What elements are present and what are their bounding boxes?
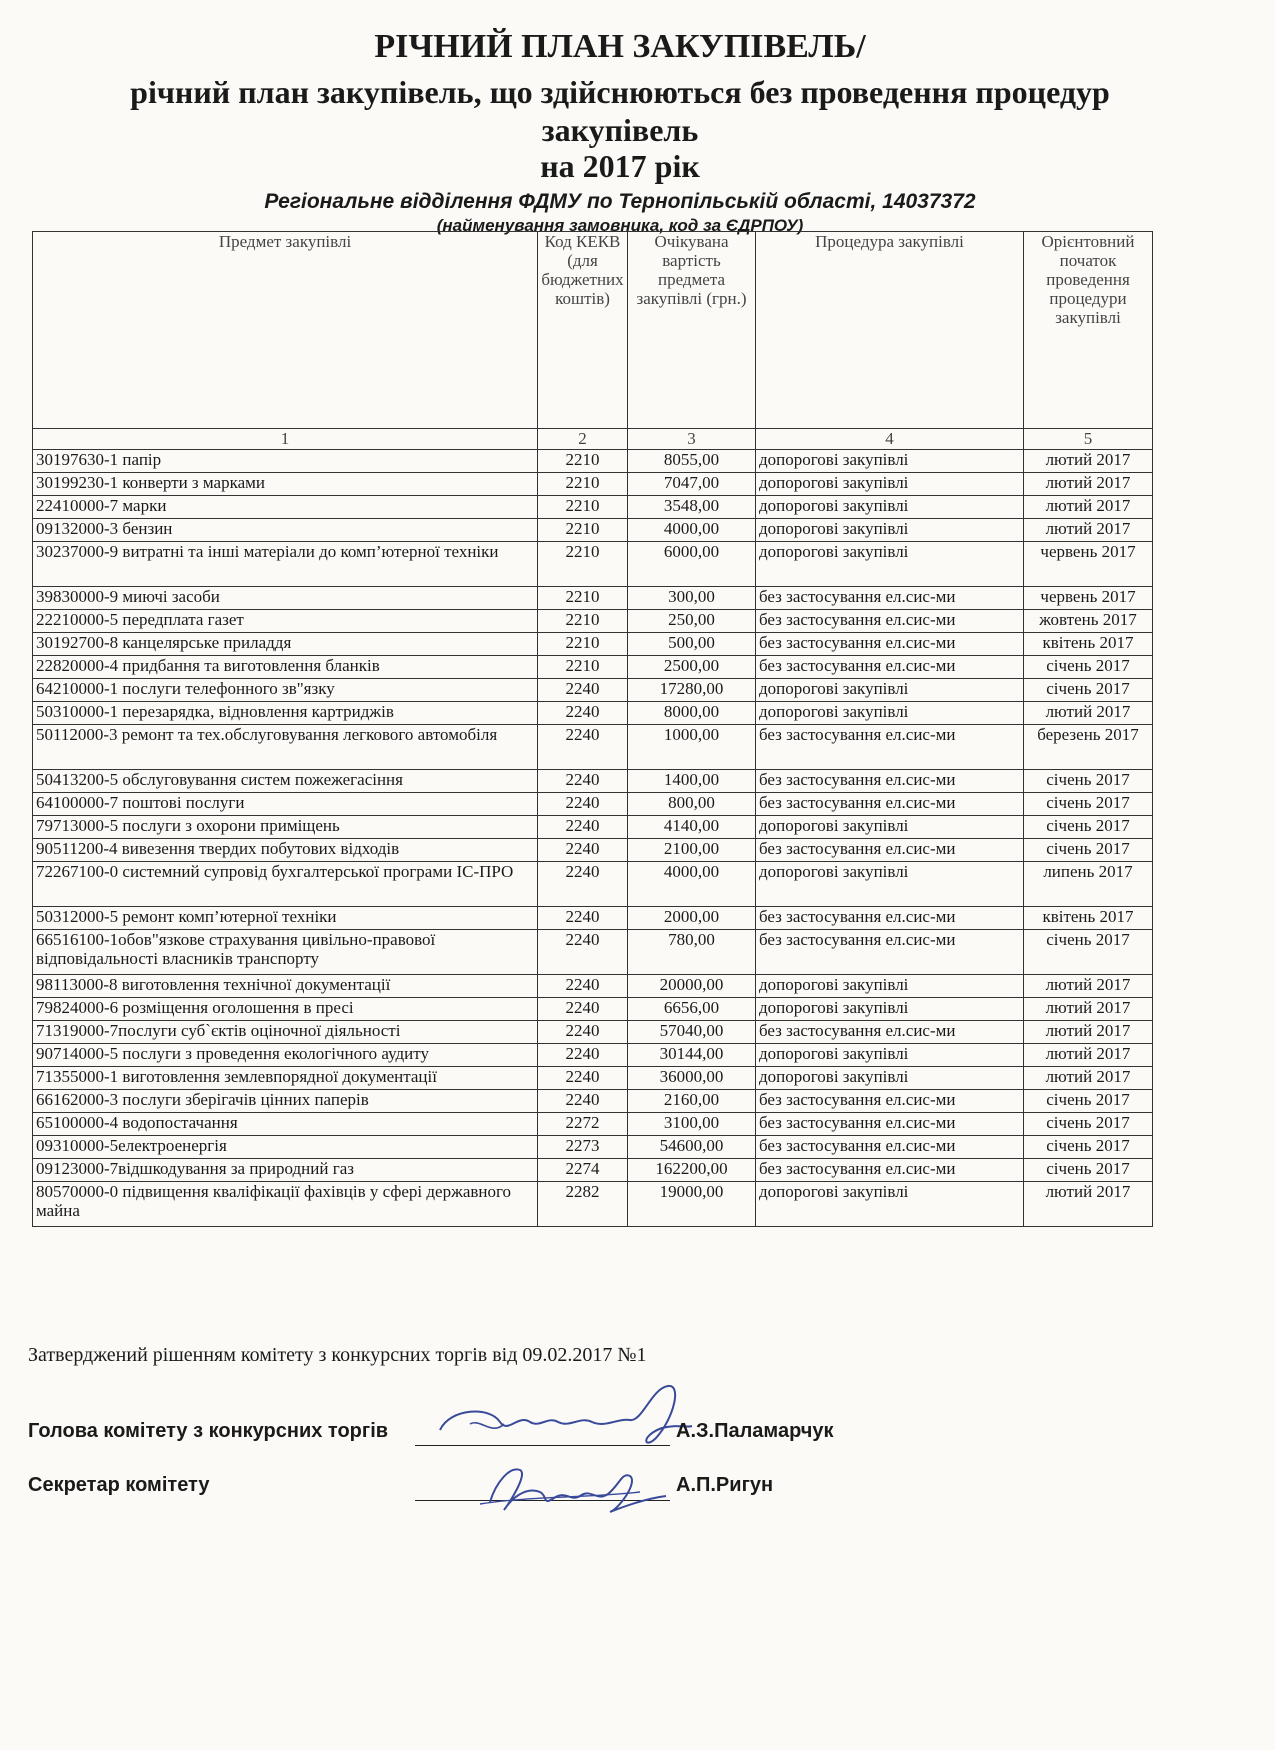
row-procedure: без застосування ел.сис-ми (756, 930, 1024, 975)
table-row (33, 542, 1153, 587)
table-row (33, 816, 1153, 839)
row-start: лютий 2017 (1024, 473, 1153, 496)
row-subject: 50310000-1 перезарядка, відновлення картриджів (33, 702, 538, 725)
row-procedure: без застосування ел.сис-ми (756, 907, 1024, 930)
row-subject: 64100000-7 поштові послуги (33, 793, 538, 816)
table-row (33, 839, 1153, 862)
row-kekv: 2274 (538, 1159, 628, 1182)
row-subject: 50312000-5 ремонт комп’ютерної техніки (33, 907, 538, 930)
row-subject: 65100000-4 водопостачання (33, 1113, 538, 1136)
col-number: 3 (628, 429, 756, 450)
doc-subtitle-line2: закупівель (541, 112, 699, 148)
row-cost: 57040,00 (628, 1021, 756, 1044)
row-start: лютий 2017 (1024, 1067, 1153, 1090)
row-cost: 54600,00 (628, 1136, 756, 1159)
row-start: червень 2017 (1024, 587, 1153, 610)
row-kekv: 2240 (538, 907, 628, 930)
row-cost: 4140,00 (628, 816, 756, 839)
row-procedure: без застосування ел.сис-ми (756, 770, 1024, 793)
row-kekv: 2210 (538, 587, 628, 610)
row-cost: 800,00 (628, 793, 756, 816)
table-row (33, 725, 1153, 770)
row-cost: 2160,00 (628, 1090, 756, 1113)
row-kekv: 2240 (538, 975, 628, 998)
row-kekv: 2240 (538, 702, 628, 725)
row-cost: 500,00 (628, 633, 756, 656)
row-procedure: допорогові закупівлі (756, 496, 1024, 519)
row-cost: 250,00 (628, 610, 756, 633)
row-procedure: допорогові закупівлі (756, 975, 1024, 998)
col-header-kekv: Код КЕКВ (для бюджетних коштів) (538, 232, 628, 429)
row-procedure: без застосування ел.сис-ми (756, 656, 1024, 679)
table-row (33, 1182, 1153, 1227)
table-row (33, 473, 1153, 496)
row-kekv: 2210 (538, 450, 628, 473)
row-cost: 162200,00 (628, 1159, 756, 1182)
row-procedure: допорогові закупівлі (756, 450, 1024, 473)
table-row (33, 1159, 1153, 1182)
row-kekv: 2240 (538, 1067, 628, 1090)
row-kekv: 2282 (538, 1182, 628, 1227)
row-kekv: 2240 (538, 930, 628, 975)
table-row (33, 1067, 1153, 1090)
table-row (33, 679, 1153, 702)
row-kekv: 2210 (538, 633, 628, 656)
row-start: січень 2017 (1024, 1090, 1153, 1113)
row-procedure: допорогові закупівлі (756, 816, 1024, 839)
row-procedure: без застосування ел.сис-ми (756, 793, 1024, 816)
chair-label: Голова комітету з конкурсних торгів (28, 1420, 389, 1442)
row-cost: 30144,00 (628, 1044, 756, 1067)
secretary-name: А.П.Ригун (676, 1474, 774, 1496)
table-row (33, 1044, 1153, 1067)
row-cost: 19000,00 (628, 1182, 756, 1227)
row-cost: 36000,00 (628, 1067, 756, 1090)
row-subject: 90714000-5 послуги з проведення екологічного аудиту (33, 1044, 538, 1067)
row-procedure: допорогові закупівлі (756, 998, 1024, 1021)
row-start: лютий 2017 (1024, 975, 1153, 998)
row-subject: 22410000-7 марки (33, 496, 538, 519)
row-cost: 8055,00 (628, 450, 756, 473)
row-kekv: 2240 (538, 862, 628, 907)
row-start: січень 2017 (1024, 679, 1153, 702)
row-procedure: без застосування ел.сис-ми (756, 633, 1024, 656)
row-subject: 30199230-1 конверти з марками (33, 473, 538, 496)
table-row (33, 587, 1153, 610)
col-number: 2 (538, 429, 628, 450)
table-row (33, 1136, 1153, 1159)
row-subject: 09132000-3 бензин (33, 519, 538, 542)
row-subject: 66162000-3 послуги зберігачів цінних паперів (33, 1090, 538, 1113)
row-start: лютий 2017 (1024, 702, 1153, 725)
row-kekv: 2273 (538, 1136, 628, 1159)
col-header-subject: Предмет закупівлі (33, 232, 538, 429)
row-start: січень 2017 (1024, 656, 1153, 679)
row-kekv: 2240 (538, 793, 628, 816)
table-row (33, 793, 1153, 816)
row-start: червень 2017 (1024, 542, 1153, 587)
table-row (33, 702, 1153, 725)
row-cost: 20000,00 (628, 975, 756, 998)
row-kekv: 2240 (538, 1044, 628, 1067)
table-row (33, 998, 1153, 1021)
secretary-label: Секретар комітету (28, 1474, 210, 1496)
row-start: березень 2017 (1024, 725, 1153, 770)
table-row (33, 930, 1153, 975)
row-cost: 780,00 (628, 930, 756, 975)
row-cost: 17280,00 (628, 679, 756, 702)
row-start: квітень 2017 (1024, 633, 1153, 656)
row-procedure: без застосування ел.сис-ми (756, 610, 1024, 633)
row-subject: 71355000-1 виготовлення землевпорядної документації (33, 1067, 538, 1090)
row-cost: 300,00 (628, 587, 756, 610)
row-start: січень 2017 (1024, 1113, 1153, 1136)
row-start: лютий 2017 (1024, 1044, 1153, 1067)
col-header-procedure: Процедура закупівлі (756, 232, 1024, 429)
row-procedure: допорогові закупівлі (756, 542, 1024, 587)
row-kekv: 2240 (538, 1090, 628, 1113)
row-start: січень 2017 (1024, 1159, 1153, 1182)
row-start: лютий 2017 (1024, 450, 1153, 473)
row-subject: 30237000-9 витратні та інші матеріали до комп’ютерної техніки (33, 542, 538, 587)
row-start: лютий 2017 (1024, 496, 1153, 519)
row-kekv: 2210 (538, 519, 628, 542)
chair-name: А.З.Паламарчук (676, 1420, 834, 1442)
row-kekv: 2240 (538, 998, 628, 1021)
row-procedure: без застосування ел.сис-ми (756, 1136, 1024, 1159)
row-cost: 2000,00 (628, 907, 756, 930)
row-cost: 4000,00 (628, 519, 756, 542)
row-subject: 79713000-5 послуги з охорони приміщень (33, 816, 538, 839)
row-cost: 1400,00 (628, 770, 756, 793)
row-procedure: без застосування ел.сис-ми (756, 1021, 1024, 1044)
row-cost: 2500,00 (628, 656, 756, 679)
table-row (33, 975, 1153, 998)
chair-signature-image (430, 1378, 730, 1458)
table-row (33, 633, 1153, 656)
row-start: січень 2017 (1024, 793, 1153, 816)
row-procedure: без застосування ел.сис-ми (756, 725, 1024, 770)
col-header-start: Орієнтовний початок проведення процедури закупівлі (1024, 232, 1153, 429)
row-cost: 8000,00 (628, 702, 756, 725)
row-procedure: допорогові закупівлі (756, 702, 1024, 725)
row-procedure: допорогові закупівлі (756, 1182, 1024, 1227)
table-row (33, 496, 1153, 519)
col-number: 4 (756, 429, 1024, 450)
table-row (33, 1021, 1153, 1044)
row-cost: 6000,00 (628, 542, 756, 587)
row-subject: 22210000-5 передплата газет (33, 610, 538, 633)
table-row (33, 1090, 1153, 1113)
row-cost: 1000,00 (628, 725, 756, 770)
row-subject: 22820000-4 придбання та виготовлення бланків (33, 656, 538, 679)
row-subject: 30192700-8 канцелярське приладдя (33, 633, 538, 656)
row-start: квітень 2017 (1024, 907, 1153, 930)
row-subject: 66516100-1обов"язкове страхування цивільно-правової відповідальності власників транспорту (33, 930, 538, 975)
row-cost: 3548,00 (628, 496, 756, 519)
row-kekv: 2240 (538, 839, 628, 862)
row-kekv: 2240 (538, 770, 628, 793)
row-cost: 7047,00 (628, 473, 756, 496)
row-procedure: допорогові закупівлі (756, 862, 1024, 907)
row-cost: 4000,00 (628, 862, 756, 907)
row-kekv: 2240 (538, 679, 628, 702)
row-start: жовтень 2017 (1024, 610, 1153, 633)
row-procedure: без застосування ел.сис-ми (756, 839, 1024, 862)
doc-subtitle-line1: річний план закупівель, що здійснюються без проведення процедур (130, 74, 1110, 110)
row-start: січень 2017 (1024, 816, 1153, 839)
row-start: січень 2017 (1024, 770, 1153, 793)
row-kekv: 2210 (538, 542, 628, 587)
row-subject: 80570000-0 підвищення кваліфікації фахівців у сфері державного майна (33, 1182, 538, 1227)
col-header-cost: Очікувана вартість предмета закупівлі (грн.) (628, 232, 756, 429)
secretary-signature-image (470, 1452, 690, 1522)
row-procedure: допорогові закупівлі (756, 679, 1024, 702)
row-subject: 64210000-1 послуги телефонного зв"язку (33, 679, 538, 702)
row-subject: 79824000-6 розміщення оголошення в пресі (33, 998, 538, 1021)
table-row (33, 519, 1153, 542)
row-procedure: без застосування ел.сис-ми (756, 1159, 1024, 1182)
row-kekv: 2240 (538, 725, 628, 770)
row-subject: 98113000-8 виготовлення технічної документації (33, 975, 538, 998)
row-kekv: 2240 (538, 816, 628, 839)
row-start: лютий 2017 (1024, 998, 1153, 1021)
row-subject: 30197630-1 папір (33, 450, 538, 473)
row-subject: 71319000-7послуги суб`єктів оціночної діяльності (33, 1021, 538, 1044)
table-row (33, 907, 1153, 930)
row-start: лютий 2017 (1024, 1182, 1153, 1227)
doc-title: РІЧНИЙ ПЛАН ЗАКУПІВЕЛЬ/ (374, 28, 866, 65)
customer-name: Регіональне відділення ФДМУ по Тернопільській області, 14037372 (264, 190, 976, 213)
approval-note: Затверджений рішенням комітету з конкурсних торгів від 09.02.2017 №1 (28, 1344, 647, 1366)
row-kekv: 2210 (538, 610, 628, 633)
col-number: 5 (1024, 429, 1153, 450)
row-start: лютий 2017 (1024, 519, 1153, 542)
col-number: 1 (33, 429, 538, 450)
row-procedure: без застосування ел.сис-ми (756, 1090, 1024, 1113)
row-kekv: 2272 (538, 1113, 628, 1136)
row-procedure: допорогові закупівлі (756, 519, 1024, 542)
row-procedure: допорогові закупівлі (756, 473, 1024, 496)
procurement-table (32, 231, 1153, 1227)
row-start: лютий 2017 (1024, 1021, 1153, 1044)
row-subject: 39830000-9 миючі засоби (33, 587, 538, 610)
table-row (33, 770, 1153, 793)
row-start: липень 2017 (1024, 862, 1153, 907)
row-subject: 50112000-3 ремонт та тех.обслуговування легкового автомобіля (33, 725, 538, 770)
row-subject: 50413200-5 обслуговування систем пожежегасіння (33, 770, 538, 793)
doc-year: на 2017 рік (540, 148, 700, 184)
row-procedure: без застосування ел.сис-ми (756, 1113, 1024, 1136)
column-number-row (33, 429, 1153, 450)
row-start: січень 2017 (1024, 930, 1153, 975)
row-kekv: 2210 (538, 496, 628, 519)
row-cost: 3100,00 (628, 1113, 756, 1136)
row-subject: 09310000-5електроенергія (33, 1136, 538, 1159)
row-kekv: 2210 (538, 656, 628, 679)
row-procedure: без застосування ел.сис-ми (756, 587, 1024, 610)
table-header-row (33, 232, 1153, 429)
row-start: січень 2017 (1024, 839, 1153, 862)
table-row (33, 1113, 1153, 1136)
row-cost: 2100,00 (628, 839, 756, 862)
row-start: січень 2017 (1024, 1136, 1153, 1159)
row-subject: 90511200-4 вивезення твердих побутових відходів (33, 839, 538, 862)
row-procedure: допорогові закупівлі (756, 1044, 1024, 1067)
table-row (33, 450, 1153, 473)
table-row (33, 656, 1153, 679)
customer-caption: (найменування замовника, код за ЄДРПОУ) (436, 216, 804, 235)
table-row (33, 610, 1153, 633)
row-subject: 09123000-7відшкодування за природний газ (33, 1159, 538, 1182)
row-procedure: допорогові закупівлі (756, 1067, 1024, 1090)
table-row (33, 862, 1153, 907)
row-kekv: 2210 (538, 473, 628, 496)
row-kekv: 2240 (538, 1021, 628, 1044)
row-subject: 72267100-0 системний супровід бухгалтерської програми ІС-ПРО (33, 862, 538, 907)
row-cost: 6656,00 (628, 998, 756, 1021)
